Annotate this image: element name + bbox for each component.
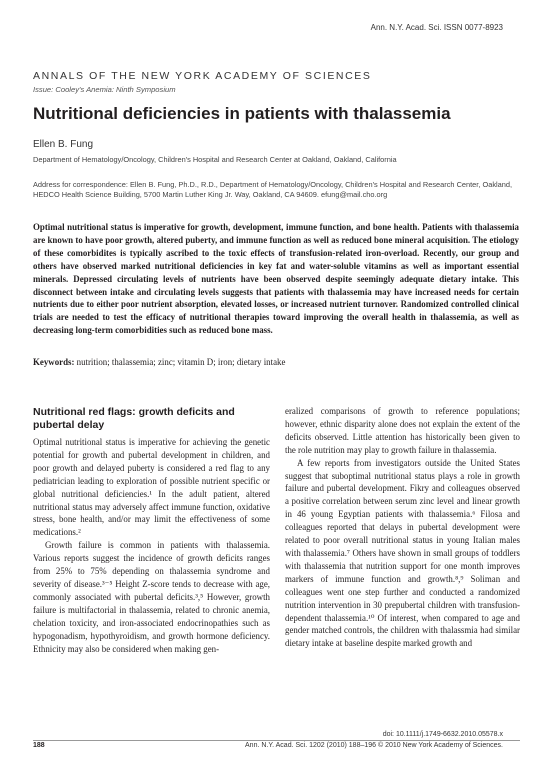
correspondence-label: Address for correspondence: [33, 180, 128, 189]
correspondence-text: Ellen B. Fung, Ph.D., R.D., Department of Hematology/Oncology, Children's Hospital and Research Center, Oakland, HEDCO Health Science Building, 5700 Martin Luther King Jr. Way, Oakland, CA 94609. efung@mail.cho.org [33, 180, 513, 200]
page-number: 188 [33, 742, 45, 749]
paragraph: A few reports from investigators outside the United States suggest that suboptimal nutritional status plays a role in growth failure and pubertal development. Fikry and colleagues observed a positive correlation between serum zinc level and linear growth in 46 young Egyptian patients with thalassemia.⁶ Filosa and colleagues reported that delays in pubertal development were related to poor overall nutritional status in young Italian males with thalassemia.⁷ Others have shown in small groups of toddlers with thalassemia that nutrition support for one month improves markers of immune function and growth.⁸,⁹ Soliman and colleagues went one step further and conducted a randomized nutrition intervention in 30 prepubertal children with transfusion-dependent thalassemia.¹⁰ Of interest, when compared to age and gender matched controls, the children with thalassmia had similar dietary intake at baseline despite marked growth and [285, 457, 520, 649]
correspondence-block [33, 180, 518, 200]
paragraph: Optimal nutritional status is imperative for achieving the genetic potential for growth and pubertal development in children, and poor growth and delayed puberty is considered a red flag to any pediatrician leading to exploration of possible nutrient specific or global nutritional deficiencies.¹ In the adult patient, altered nutritional status may adversely affect immune function, oxidative stress, bone health, and/or may limit the effectiveness of some medications.² [33, 437, 270, 538]
footer-rule [33, 740, 520, 741]
body-column-left [33, 406, 270, 655]
keywords-list: nutrition; thalassemia; zinc; vitamin D; iron; dietary intake [76, 357, 286, 367]
section-heading: Nutritional red flags: growth deficits and pubertal delay [33, 406, 235, 431]
article-title: Nutritional deficiencies in patients with thalassemia [33, 104, 451, 123]
paragraph: Growth failure is common in patients with thalassemia. Various reports suggest the incidence of growth deficits ranges from 25% to 75% depending on thalassemia syndrome and severity of disease.³⁻⁵ Height Z-score tends to decrease with age, commonly associated with pubertal deficits.³,⁵ However, growth failure is multifactorial in thalassemia, related to chronic anemia, chelation toxicity, and iron-associated endocrinopathies such as hypogonadism, hypothyroidism, and growth hormone deficiency. Ethnicity may also be considered when making gen- [33, 540, 270, 654]
journal-name: ANNALS OF THE NEW YORK ACADEMY OF SCIENCES [33, 70, 372, 82]
keywords-label: Keywords: [33, 357, 75, 367]
body-column-right [285, 405, 520, 650]
abstract: Optimal nutritional status is imperative for growth, development, immune function, and bone health. Patients with thalassemia are known to have poor growth, altered puberty, and immune function as well as reduced bone mineral acquisition. The etiology of these comorbidites is typically ascribed to the toxic effects of transfusion-related iron-overload. Recently, our group and others have observed marked nutritional deficiencies in key fat and water-soluble vitamins as well as important essential minerals. Depressed circulating levels of nutrients have been observed despite seemingly adequate dietary intake. This disconnect between intake and circulating levels suggests that patients with thalassemia may have increased needs for certain nutrients due to either poor nutrient absorption, elevated losses, or increased nutrient turnover. Randomized controlled clinical trials are needed to test the efficacy of nutritional therapies toward improving the overall health in thalassemia, as well as decreasing long-term comorbidities such as reduced bone mass. [33, 222, 519, 336]
author-name: Ellen B. Fung [33, 139, 94, 150]
issue-line: Issue: Cooley's Anemia: Ninth Symposium [33, 85, 176, 94]
citation: Ann. N.Y. Acad. Sci. 1202 (2010) 188–196 © 2010 New York Academy of Sciences. [245, 742, 503, 749]
keywords [33, 357, 285, 367]
journal-issn: Ann. N.Y. Acad. Sci. ISSN 0077-8923 [370, 23, 503, 32]
doi: doi: 10.1111/j.1749-6632.2010.05578.x [382, 731, 503, 738]
author-affiliation: Department of Hematology/Oncology, Children's Hospital and Research Center at Oakland, Oakland, California [33, 155, 397, 164]
paragraph: eralized comparisons of growth to reference populations; however, ethnic disparity alone does not explain the extent of the deficits observed. Little attention has historically been given to the role nutrition may play to growth failure in thalassemia. [285, 406, 520, 455]
